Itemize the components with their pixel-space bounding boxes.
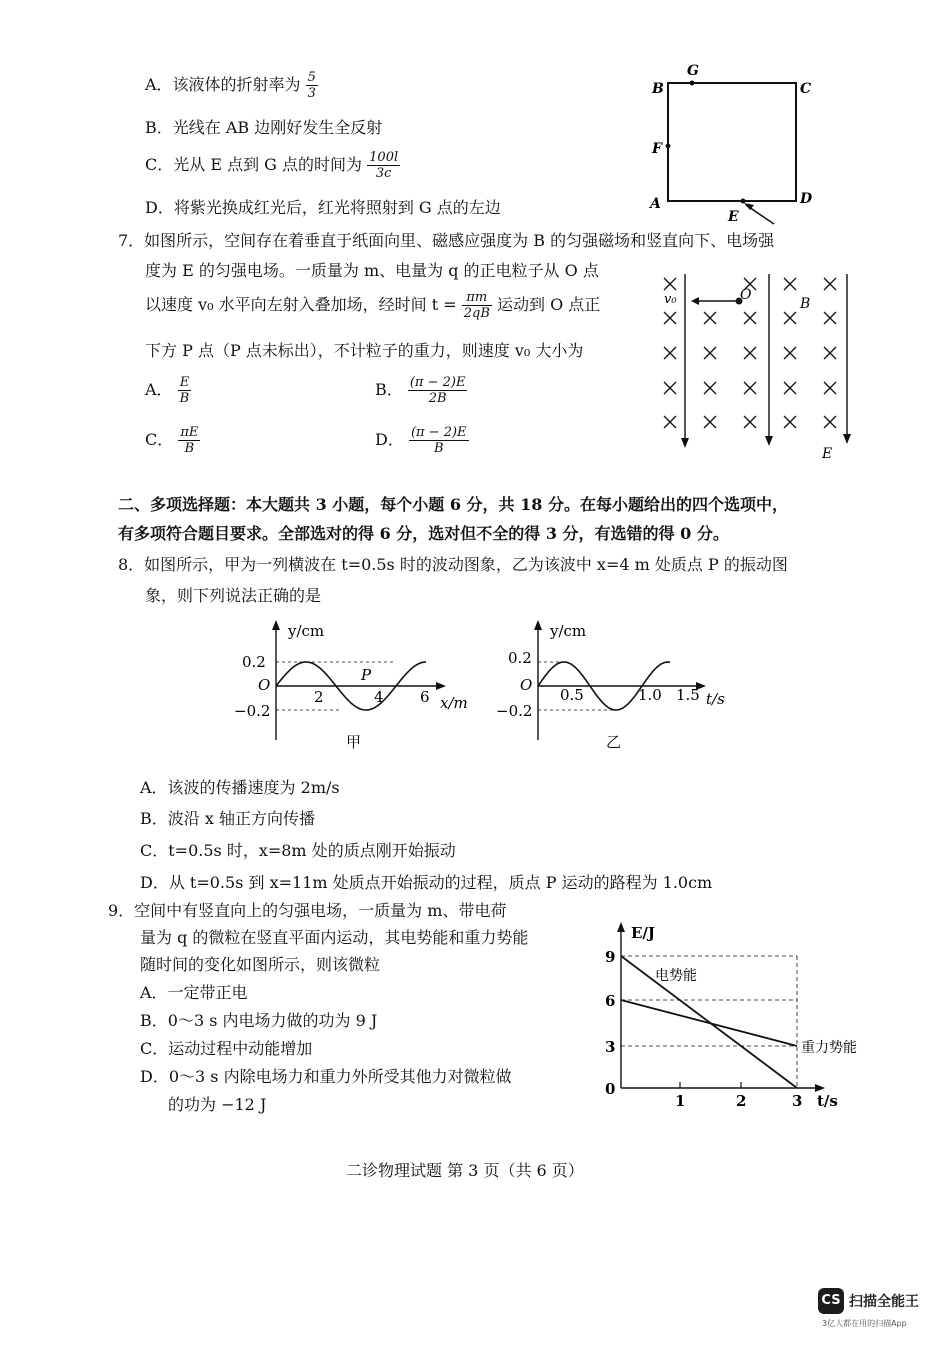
q7-field-cross [824,416,836,428]
q7-label-o: O [740,287,752,303]
q7-option-d: D． $\frac{(\pi - 2)E}{B}$ [375,425,467,456]
q7-field-cross [784,312,796,324]
q9-ytick-9: 9 [605,948,616,966]
q7-field-cross [784,347,796,359]
q9-xtick-2: 2 [736,1092,747,1110]
q9-energy-graph [595,918,885,1118]
q9-option-c: C．运动过程中动能增加 [140,1039,313,1058]
q8-option-d: D．从 t=0.5s 到 x=11m 处质点开始振动的过程，质点 P 运动的路程为 1.0cm [140,873,713,892]
q8-vib-y-arrow [534,620,542,630]
section-2-heading-line-1: 二、多项选择题：本大题共 3 小题，每个小题 6 分，共 18 分。在每小题给出的四个选项中， [118,495,788,514]
q6-square [668,83,796,201]
q8-line-1: 8．如图所示，甲为一列横波在 t=0.5s 时的波动图象，乙为该波中 x=4 m 处质点 P 的振动图 [118,555,788,574]
q7-field-cross [664,382,676,394]
q7-field-cross [704,312,716,324]
q7-field-cross [744,382,756,394]
q7-line-4: 下方 P 点（P 点未标出），不计粒子的重力，则速度 v₀ 大小为 [145,341,584,360]
q8-option-b: B．波沿 x 轴正方向传播 [140,809,315,828]
q7-label-v0: v₀ [664,292,677,307]
q7-field-cross [664,312,676,324]
q7-field-cross [664,347,676,359]
q7-option-c: C． $\frac{\pi E}{B}$ [145,425,199,456]
page-footer: 二诊物理试题 第 3 页（共 6 页） [346,1161,584,1180]
q8-vibration-graph [492,620,752,760]
q7-field-cross [824,347,836,359]
q7-field-cross [744,312,756,324]
q7-field-cross [664,278,676,290]
q7-label-e: E [822,446,833,462]
q7-field-cross [824,278,836,290]
q9-xtick-3: 3 [792,1092,803,1110]
q6-label-a: A [650,196,661,212]
q8-vib-tick-10: 1.0 [638,686,662,704]
q9-option-d-line-1: D．0～3 s 内除电场力和重力外所受其他力对微粒做 [140,1067,512,1086]
q9-electric-label: 电势能 [655,968,697,984]
q8-wave-tick-6: 6 [420,688,430,706]
q8-vib-origin: O [520,676,533,694]
q7-field-cross [744,416,756,428]
q7-field-cross [704,382,716,394]
q9-ytick-3: 3 [605,1038,616,1056]
q7-e-arrow-1 [681,438,689,448]
q8-wave-y-pos: 0.2 [242,653,266,671]
q8-wave-y-arrow [272,620,280,630]
camscanner-title: 扫描全能王 [849,1294,919,1310]
q8-vib-caption: 乙 [606,733,622,751]
q7-field-figure [655,270,865,470]
q9-x-arrow [815,1084,825,1092]
q7-field-cross [784,278,796,290]
q6-option-b: B．光线在 AB 边刚好发生全反射 [145,118,383,137]
q8-wave-x-arrow [436,682,446,690]
q9-y-arrow [617,922,625,932]
section-2-heading-line-2: 有多项符合题目要求。全部选对的得 6 分，选对但不全的得 3 分，有选错的得 0 分。 [118,524,729,543]
q9-ylabel: E/J [631,924,656,942]
q7-line-1: 7．如图所示，空间存在着垂直于纸面向里、磁感应强度为 B 的匀强磁场和竖直向下、电场强 [118,231,775,250]
q6-square-figure [640,58,820,228]
q9-option-b: B．0～3 s 内电场力做的功为 9 J [140,1011,378,1030]
q8-wave-graph [230,620,490,760]
camscanner-subtitle: 3亿人都在用的扫描App [822,1319,907,1328]
q8-line-2: 象，则下列说法正确的是 [145,586,322,605]
q7-line-3: 以速度 v₀ 水平向左射入叠加场，经时间 t = $\frac{\pi m}{2qB}$ 运动到 O 点正 [145,290,601,321]
q6-label-c: C [800,81,812,97]
q6-label-f: F [652,141,662,157]
q8-wave-point-p: P [361,666,372,684]
q7-label-b: B [800,296,811,312]
q6-option-d: D．将紫光换成红光后，红光将照射到 G 点的左边 [145,198,501,217]
q9-gravity-label: 重力势能 [801,1040,857,1056]
q6-label-e: E [728,209,739,225]
q8-vib-y-pos: 0.2 [508,649,532,667]
q9-line-3: 随时间的变化如图所示，则该微粒 [140,955,381,974]
q9-ytick-0: 0 [605,1080,616,1098]
q9-gravity-energy-line [621,1000,797,1046]
q8-wave-tick-2: 2 [314,688,324,706]
camscanner-logo: CS [818,1288,844,1314]
q7-option-b: B． $\frac{(\pi - 2)E}{2B}$ [375,375,466,406]
q7-field-cross [704,347,716,359]
q9-line-1: 9．空间中有竖直向上的匀强电场，一质量为 m、带电荷 [108,901,507,920]
q8-vib-tick-15: 1.5 [676,686,700,704]
q8-option-c: C．t=0.5s 时，x=8m 处的质点刚开始振动 [140,841,456,860]
q7-field-cross [784,382,796,394]
q6-option-a: A．该液体的折射率为 $\frac{5}{3}$ [145,70,316,101]
q6-option-c: C．光从 E 点到 G 点的时间为 $\frac{100l}{3c}$ [145,150,399,181]
q8-vib-tick-05: 0.5 [560,686,584,704]
q8-wave-xlabel: x/m [440,694,468,712]
q8-wave-y-neg: −0.2 [234,702,271,720]
q7-field-cross [744,347,756,359]
q6-label-b: B [652,81,664,97]
q7-field-cross [664,416,676,428]
q9-ytick-6: 6 [605,992,616,1010]
q9-line-2: 量为 q 的微粒在竖直平面内运动，其电势能和重力势能 [140,928,529,947]
q7-e-arrow-3 [843,434,851,444]
q8-option-a: A．该波的传播速度为 2m/s [140,778,340,797]
q8-vib-ylabel: y/cm [550,622,587,640]
q9-electric-energy-line [621,956,797,1088]
q9-option-d-line-2: 的功为 −12 J [168,1095,267,1114]
q8-vib-y-neg: −0.2 [496,702,533,720]
q7-e-arrow-2 [765,436,773,446]
q9-option-a: A．一定带正电 [140,983,248,1002]
q7-field-cross [784,416,796,428]
q6-point-e [741,199,746,204]
q6-point-f [666,144,671,149]
q7-velocity-arrowhead [691,297,699,305]
q8-wave-caption: 甲 [346,733,362,751]
q7-line-2: 度为 E 的匀强电场。一质量为 m、电量为 q 的正电粒子从 O 点 [145,261,599,280]
q7-field-cross [824,312,836,324]
q6-label-d: D [800,191,813,207]
q8-wave-origin: O [258,676,271,694]
q8-vib-xlabel: t/s [706,690,725,708]
q9-xtick-1: 1 [675,1092,686,1110]
q8-wave-tick-4: 4 [374,688,384,706]
q7-field-cross [704,416,716,428]
q8-wave-ylabel: y/cm [288,622,325,640]
q6-point-g [690,81,695,86]
q7-option-a: A． $\frac{E}{B}$ [145,375,190,406]
q7-field-cross [824,382,836,394]
q6-label-g: G [687,63,699,79]
q9-xlabel: t/s [817,1092,838,1110]
